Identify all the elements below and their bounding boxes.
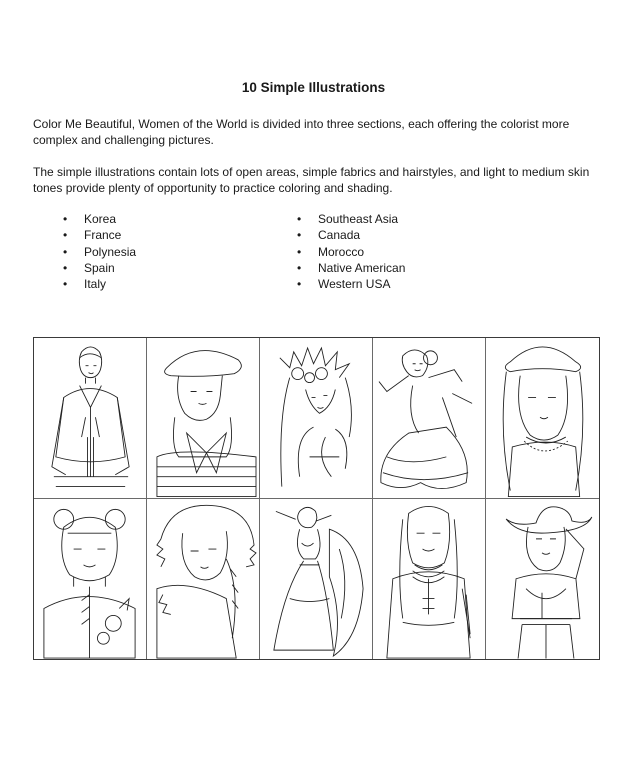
list-item: • Polynesia: [63, 244, 136, 260]
list-item: • France: [63, 227, 136, 243]
illustration-france: [147, 338, 260, 499]
illustration-native-american: [373, 499, 486, 660]
page-title: 10 Simple Illustrations: [241, 80, 386, 95]
illustration-southeast-asia: [34, 499, 147, 660]
illustration-morocco: [260, 499, 373, 660]
list-item: • Korea: [63, 211, 136, 227]
list-item: • Spain: [63, 260, 136, 276]
description-paragraph: The simple illustrations contain lots of open areas, simple fabrics and hairstyles, and light to medium skin tones provide plenty of opportunity to practice coloring and shading.: [33, 165, 590, 195]
illustration-spain: [373, 338, 486, 499]
illustration-western-usa: [486, 499, 599, 660]
region-list-left: [63, 211, 136, 292]
list-item: • Native American: [297, 260, 405, 276]
illustration-italy: [486, 338, 599, 499]
list-item: • Canada: [297, 227, 405, 243]
illustration-canada: [147, 499, 260, 660]
list-item: • Morocco: [297, 244, 405, 260]
illustration-grid: [33, 337, 600, 660]
list-item: • Italy: [63, 276, 136, 292]
illustration-polynesia: [260, 338, 373, 499]
list-item: • Southeast Asia: [297, 211, 405, 227]
list-item: • Western USA: [297, 276, 405, 292]
intro-paragraph: Color Me Beautiful, Women of the World is divided into three sections, each offering the colorist more complex and challenging pictures.: [33, 117, 570, 147]
illustration-korea: [34, 338, 147, 499]
region-list-right: [297, 211, 405, 292]
